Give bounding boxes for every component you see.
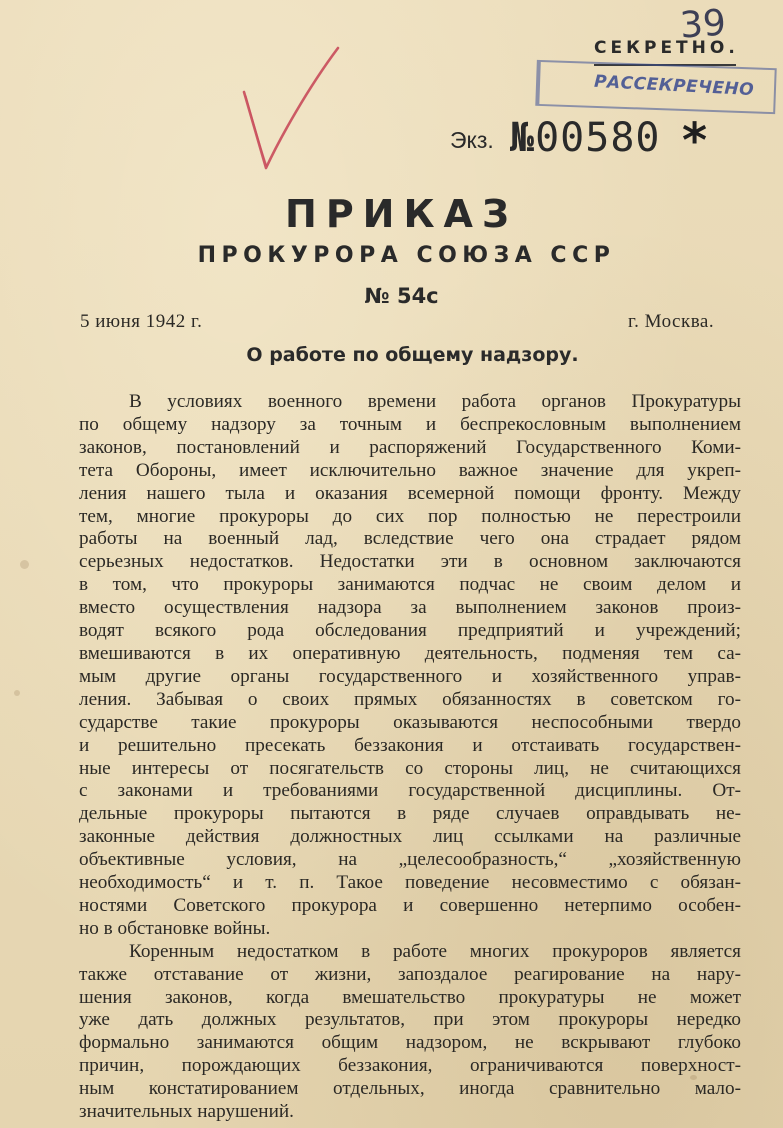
text-line: водят всякого рода обследования предприятий и учреждений;	[79, 620, 741, 642]
text-line: законные действия должностных лиц ссылками на различные	[79, 826, 741, 848]
text-line: ления нашего тыла и оказания всемерной помощи фронту. Между	[79, 482, 741, 504]
checkmark-icon	[230, 40, 350, 180]
paper-spot	[14, 690, 20, 696]
text-line: формально занимаются общим надзором, не вскрывают глубоко	[79, 1032, 741, 1054]
body-paragraph	[79, 391, 741, 941]
text-line: в том, что прокуроры занимаются подчас не своим делом и	[79, 574, 741, 596]
text-line: дельные прокуроры пытаются в ряде случаев оправдывать не-	[79, 803, 741, 825]
text-line: вместо осуществления надзора за выполнением законов произ-	[79, 597, 741, 619]
asterisk-mark: *	[682, 113, 708, 169]
text-line: и решительно пресекать беззакония и отстаивать государствен-	[79, 734, 741, 756]
text-line: В условиях военного времени работа органов Прокуратуры	[129, 391, 741, 412]
classification-label: СЕКРЕТНО.	[594, 38, 739, 58]
text-line: необходимость“ и т. п. Такое поведение несовместимо с обязан-	[79, 872, 741, 894]
text-line: Коренным недостатком в работе многих прокуроров является	[129, 940, 741, 962]
text-line: мым другие органы государственного и хозяйственного управ-	[79, 665, 741, 687]
text-line: по общему надзору за точным и беспрекословным выполнением	[79, 413, 741, 435]
text-line: ления. Забывая о своих прямых обязанностях в советском го-	[79, 688, 741, 710]
paper-spot	[20, 560, 29, 569]
text-line: но в обстановке войны.	[79, 917, 271, 939]
text-line: с законами и требованиями государственной дисциплины. От-	[79, 780, 741, 802]
text-line: сударстве такие прокуроры оказываются неспособными твердо	[79, 711, 741, 733]
order-number: № 54с	[364, 284, 439, 308]
text-line: законов, постановлений и распоряжений Государственного Коми-	[79, 436, 741, 458]
text-line: серьезных недостатков. Недостатки эти в основном заключаются	[79, 551, 741, 573]
text-line: объективные условия, на „целесообразность,“ „хозяйственную	[79, 849, 741, 871]
text-line: причин, порождающих беззакония, ограничиваются поверхност-	[79, 1055, 741, 1077]
text-line: ностями Советского прокурора и совершенно нетерпимо особен-	[79, 894, 741, 916]
handwritten-page-number: 39	[678, 2, 728, 47]
order-body	[79, 391, 741, 1124]
text-line: ным констатированием отдельных, иногда сравнительно мало-	[79, 1078, 741, 1100]
document-subtitle: ПРОКУРОРА СОЮЗА ССР	[197, 243, 616, 268]
text-line: также отставание от жизни, запоздалое реагирование на нару-	[79, 963, 741, 985]
text-line: уже дать должных результатов, при этом прокуроры нередко	[79, 1009, 741, 1031]
document-title: ПРИКАЗ	[285, 192, 518, 236]
copy-number-digits: 00580	[535, 115, 661, 161]
order-place: г. Москва.	[628, 311, 715, 332]
text-line: значительных нарушений.	[79, 1101, 294, 1123]
text-line: работы на военный лад, вследствие чего она страдает рядом	[79, 528, 741, 550]
copy-number	[510, 115, 661, 161]
copy-number-sign: №	[510, 115, 536, 161]
order-date: 5 июня 1942 г.	[80, 311, 203, 332]
body-paragraph	[79, 941, 741, 1124]
text-line: ные интересы от посягательств со стороны лиц, не считающихся	[79, 757, 741, 779]
declassified-stamp-text: РАССЕКРЕЧЕНО	[593, 71, 755, 101]
order-heading: О работе по общему надзору.	[246, 344, 579, 366]
text-line: вмешиваются в их оперативную деятельность, подменяя тем са-	[79, 642, 741, 664]
copy-label: Экз.	[450, 127, 494, 153]
text-line: шения законов, когда вмешательство прокуратуры не может	[79, 986, 741, 1008]
text-line: тем, многие прокуроры до сих пор полностью не перестроили	[79, 505, 741, 527]
text-line: тета Обороны, имеет исключительно важное значение для укреп-	[79, 459, 741, 481]
